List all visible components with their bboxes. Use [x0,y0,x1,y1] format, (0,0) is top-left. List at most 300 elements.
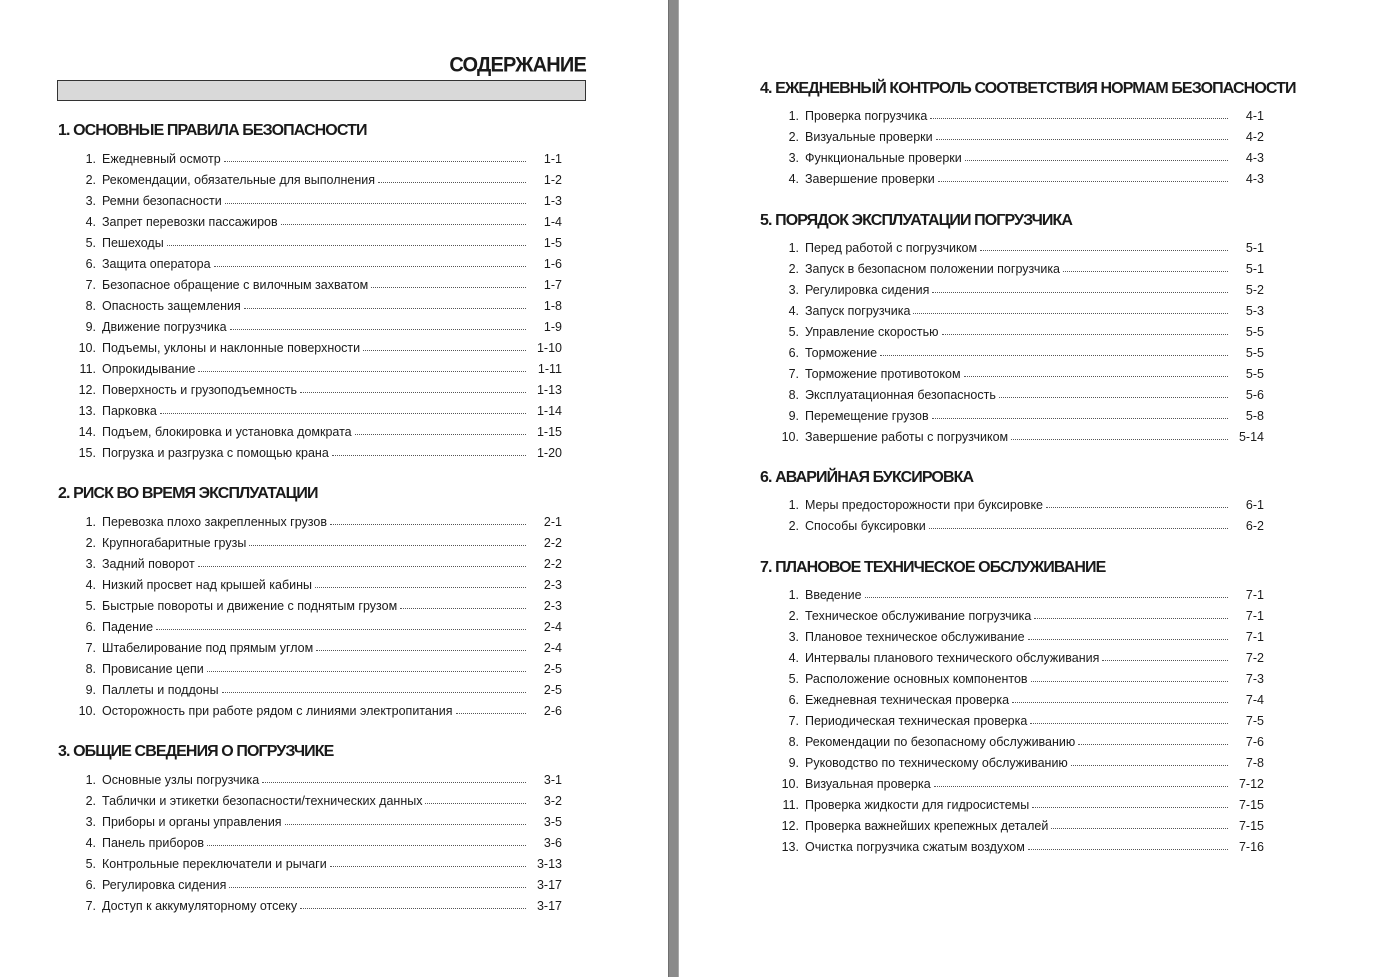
section-heading: 5. ПОРЯДОК ЭКСПЛУАТАЦИИ ПОГРУЗЧИКА [760,212,1073,229]
toc-entry-page: 1-15 [536,425,562,439]
section-heading: 2. РИСК ВО ВРЕМЯ ЭКСПЛУАТАЦИИ [58,485,318,502]
toc-entry-page: 7-1 [1245,609,1264,623]
toc-entry-page: 5-5 [1245,367,1264,381]
toc-entry[interactable] [76,638,562,659]
toc-entry-number: 9. [85,683,96,697]
toc-entry-page: 5-6 [1245,388,1264,402]
toc-entry-label: Руководство по техническому обслуживанию [805,756,1068,770]
toc-entry-label: Перед работой с погрузчиком [805,241,978,255]
toc-entry-number: 9. [788,756,799,770]
dot-leader [1063,271,1228,272]
toc-entry-label: Завершение проверки [805,172,935,186]
dot-leader [224,161,526,162]
toc-entry-label: Периодическая техническая проверка [805,714,1028,728]
toc-entry-label: Падение [102,620,154,634]
toc-entry[interactable] [76,443,562,464]
dot-leader [330,866,526,867]
dot-leader [207,671,526,672]
dot-leader [249,545,526,546]
toc-entry[interactable] [76,317,562,338]
toc-entry-number: 7. [788,367,799,381]
toc-entry[interactable] [778,238,1264,259]
toc-entry-number: 2. [85,173,96,187]
toc-entry-page: 2-5 [543,683,562,697]
toc-entry-label: Штабелирование под прямым углом [102,641,314,655]
toc-entry-number: 2. [788,130,799,144]
toc-entry-page: 5-5 [1245,325,1264,339]
toc-entry[interactable] [778,169,1264,190]
toc-entry-label: Паллеты и поддоны [102,683,219,697]
toc-entry-page: 3-1 [543,773,562,787]
dot-leader [1051,828,1228,829]
toc-entry-label: Низкий просвет над крышей кабины [102,578,312,592]
toc-entry-page: 3-6 [543,836,562,850]
toc-entry-page: 2-2 [543,557,562,571]
dot-leader [300,392,526,393]
toc-entry-label: Визуальная проверка [805,777,931,791]
toc-entry-page: 6-1 [1245,498,1264,512]
toc-entry-page: 2-6 [543,704,562,718]
dot-leader [965,160,1228,161]
toc-entry-page: 1-13 [536,383,562,397]
toc-entry[interactable] [76,833,562,854]
dot-leader [1102,660,1228,661]
toc-entry-label: Ремни безопасности [102,194,222,208]
toc-entry-label: Введение [805,588,862,602]
dot-leader [214,266,526,267]
dot-leader [1071,765,1228,766]
dot-leader [936,139,1228,140]
dot-leader [332,455,526,456]
dot-leader [371,287,526,288]
toc-entry[interactable] [76,896,562,917]
dot-leader [980,250,1228,251]
toc-entry[interactable] [76,701,562,722]
toc-entry-page: 3-2 [543,794,562,808]
toc-entry-page: 1-2 [543,173,562,187]
toc-entry[interactable] [778,648,1264,669]
toc-entry-number: 13. [781,840,799,854]
dot-leader [1028,849,1228,850]
toc-entry[interactable] [778,148,1264,169]
toc-entry-number: 4. [788,304,799,318]
toc-entry[interactable] [76,554,562,575]
toc-entry[interactable] [76,359,562,380]
dot-leader [1034,618,1228,619]
dot-leader [355,434,526,435]
toc-entry-label: Движение погрузчика [102,320,227,334]
dot-leader [938,181,1228,182]
toc-entry[interactable] [76,854,562,875]
dot-leader [378,182,526,183]
toc-entry[interactable] [778,364,1264,385]
toc-entry-number: 3. [788,283,799,297]
toc-entry-page: 1-7 [543,278,562,292]
toc-entry[interactable] [778,795,1264,816]
dot-leader [156,629,526,630]
toc-entry-label: Очистка погрузчика сжатым воздухом [805,840,1025,854]
toc-entry-label: Интервалы планового технического обслуживания [805,651,1100,665]
toc-entry-number: 1. [85,515,96,529]
toc-entry-number: 3. [85,815,96,829]
dot-leader [225,203,526,204]
toc-entry[interactable] [778,837,1264,858]
toc-entry-number: 14. [78,425,96,439]
toc-entry-label: Проверка важнейших крепежных деталей [805,819,1049,833]
toc-entry[interactable] [76,512,562,533]
toc-entry-number: 6. [788,693,799,707]
toc-entry-number: 5. [85,857,96,871]
section-heading: 6. АВАРИЙНАЯ БУКСИРОВКА [760,469,974,486]
toc-entry-label: Запрет перевозки пассажиров [102,215,278,229]
dot-leader [1032,807,1228,808]
dot-leader [913,313,1228,314]
toc-entry-page: 7-12 [1238,777,1264,791]
toc-entry-label: Ежедневный осмотр [102,152,221,166]
toc-entry-number: 2. [85,536,96,550]
toc-entry[interactable] [778,106,1264,127]
toc-entry-page: 2-5 [543,662,562,676]
dot-leader [198,371,526,372]
toc-entry[interactable] [76,533,562,554]
toc-entry-number: 8. [788,735,799,749]
toc-entry-number: 5. [85,236,96,250]
toc-entry-number: 6. [85,878,96,892]
toc-entry-number: 5. [788,672,799,686]
dot-leader [930,118,1228,119]
dot-leader [929,528,1228,529]
dot-leader [880,355,1228,356]
toc-entry-label: Безопасное обращение с вилочным захватом [102,278,369,292]
toc-entry-label: Запуск в безопасном положении погрузчика [805,262,1061,276]
toc-entry[interactable] [76,296,562,317]
toc-entry-page: 1-14 [536,404,562,418]
toc-entry-label: Опасность защемления [102,299,241,313]
toc-entry-page: 5-14 [1238,430,1264,444]
toc-entry-label: Завершение работы с погрузчиком [805,430,1009,444]
toc-entry[interactable] [76,617,562,638]
toc-entry-page: 1-11 [537,362,562,376]
toc-entry-number: 12. [78,383,96,397]
dot-leader [363,350,526,351]
dot-leader [285,824,526,825]
toc-entry[interactable] [778,322,1264,343]
dot-leader [281,224,526,225]
toc-entry-number: 6. [85,620,96,634]
toc-entry[interactable] [778,343,1264,364]
toc-entry-page: 3-17 [536,878,562,892]
toc-entry-page: 3-13 [536,857,562,871]
toc-entry[interactable] [778,627,1264,648]
toc-entry-label: Подъемы, уклоны и наклонные поверхности [102,341,361,355]
dot-leader [999,397,1228,398]
dot-leader [1031,681,1228,682]
section-heading: 1. ОСНОВНЫЕ ПРАВИЛА БЕЗОПАСНОСТИ [58,122,367,139]
toc-entry-number: 9. [788,409,799,423]
dot-leader [865,597,1228,598]
toc-entry-number: 10. [781,430,799,444]
dot-leader [934,786,1228,787]
right-page [678,0,1389,977]
toc-entry[interactable] [76,380,562,401]
toc-entry[interactable] [76,875,562,896]
toc-entry-number: 9. [85,320,96,334]
toc-entry-page: 1-9 [543,320,562,334]
dot-leader [229,887,526,888]
toc-entry[interactable] [778,606,1264,627]
toc-entry-label: Задний поворот [102,557,195,571]
title-bar [57,80,586,101]
toc-entry-number: 10. [78,704,96,718]
toc-entry-page: 3-5 [543,815,562,829]
toc-entry-number: 3. [788,630,799,644]
toc-entry-label: Проверка погрузчика [805,109,928,123]
toc-entry-number: 7. [85,278,96,292]
dot-leader [456,713,526,714]
dot-leader [1078,744,1228,745]
dot-leader [1046,507,1228,508]
toc-entry-page: 7-8 [1245,756,1264,770]
dot-leader [400,608,526,609]
toc-entry[interactable] [76,680,562,701]
toc-entry-label: Подъем, блокировка и установка домкрата [102,425,352,439]
toc-entry-page: 2-2 [543,536,562,550]
toc-entry-label: Способы буксировки [805,519,926,533]
toc-entry[interactable] [76,659,562,680]
toc-entry-page: 1-8 [543,299,562,313]
toc-entry[interactable] [76,254,562,275]
toc-entry-label: Осторожность при работе рядом с линиями электропитания [102,704,453,718]
toc-entry[interactable] [76,338,562,359]
toc-entry-page: 7-2 [1245,651,1264,665]
toc-entry[interactable] [778,495,1264,516]
page-title: СОДЕРЖАНИЕ [449,53,586,77]
toc-entry[interactable] [76,401,562,422]
toc-entry-label: Погрузка и разгрузка с помощью крана [102,446,329,460]
toc-entry-number: 10. [78,341,96,355]
toc-entry-label: Плановое техническое обслуживание [805,630,1025,644]
toc-entry-page: 4-1 [1245,109,1264,123]
toc-entry-number: 8. [788,388,799,402]
toc-entry-label: Меры предосторожности при буксировке [805,498,1044,512]
toc-entry-label: Парковка [102,404,157,418]
toc-entry-label: Таблички и этикетки безопасности/технических данных [102,794,423,808]
toc-entry-page: 7-15 [1238,798,1264,812]
toc-entry[interactable] [76,191,562,212]
toc-entry-page: 1-1 [543,152,562,166]
dot-leader [942,334,1228,335]
toc-entry-page: 5-2 [1245,283,1264,297]
toc-entry-label: Управление скоростью [805,325,939,339]
dot-leader [316,650,526,651]
toc-entry-number: 12. [781,819,799,833]
section-heading: 7. ПЛАНОВОЕ ТЕХНИЧЕСКОЕ ОБСЛУЖИВАНИЕ [760,559,1106,576]
toc-entry[interactable] [76,212,562,233]
toc-entry-page: 1-20 [536,446,562,460]
toc-entry-label: Быстрые повороты и движение с поднятым грузом [102,599,398,613]
toc-entry-number: 13. [78,404,96,418]
toc-entry[interactable] [778,585,1264,606]
toc-entry-label: Рекомендации, обязательные для выполнения [102,173,376,187]
toc-entry-number: 7. [85,641,96,655]
dot-leader [1011,439,1228,440]
toc-entry-page: 7-1 [1245,630,1264,644]
toc-entry[interactable] [778,753,1264,774]
toc-entry-number: 2. [788,262,799,276]
toc-entry[interactable] [778,732,1264,753]
section-heading: 3. ОБЩИЕ СВЕДЕНИЯ О ПОГРУЗЧИКЕ [58,743,334,760]
toc-entry-page: 7-4 [1245,693,1264,707]
dot-leader [160,413,526,414]
toc-entry-page: 2-4 [543,641,562,655]
toc-entry-label: Проверка жидкости для гидросистемы [805,798,1030,812]
toc-entry-number: 1. [85,773,96,787]
toc-entry[interactable] [778,259,1264,280]
toc-entry-number: 4. [788,651,799,665]
toc-entry[interactable] [76,149,562,170]
toc-entry-page: 5-5 [1245,346,1264,360]
toc-entry[interactable] [778,427,1264,448]
toc-entry-label: Провисание цепи [102,662,204,676]
dot-leader [1012,702,1228,703]
dot-leader [315,587,526,588]
dot-leader [932,418,1228,419]
toc-entry-number: 1. [788,241,799,255]
toc-entry-label: Функциональные проверки [805,151,962,165]
toc-entry-page: 6-2 [1245,519,1264,533]
toc-entry-label: Торможение противотоком [805,367,961,381]
toc-entry-label: Защита оператора [102,257,211,271]
toc-entry[interactable] [778,816,1264,837]
toc-entry-label: Запуск погрузчика [805,304,911,318]
dot-leader [425,803,526,804]
toc-entry-label: Пешеходы [102,236,164,250]
toc-entry-label: Расположение основных компонентов [805,672,1028,686]
toc-entry-label: Доступ к аккумуляторному отсеку [102,899,298,913]
toc-entry-number: 1. [788,109,799,123]
toc-entry[interactable] [778,280,1264,301]
dot-leader [230,329,526,330]
toc-entry-label: Перевозка плохо закрепленных грузов [102,515,327,529]
toc-entry[interactable] [76,575,562,596]
toc-entry[interactable] [778,690,1264,711]
toc-entry-number: 3. [85,194,96,208]
toc-entry-page: 4-3 [1245,172,1264,186]
toc-entry-page: 2-4 [543,620,562,634]
section-heading: 4. ЕЖЕДНЕВНЫЙ КОНТРОЛЬ СООТВЕТСТВИЯ НОРМАМ БЕЗОПАСНОСТИ [760,80,1296,97]
toc-entry[interactable] [778,301,1264,322]
toc-entry-number: 1. [85,152,96,166]
toc-entry[interactable] [778,711,1264,732]
toc-entry[interactable] [778,385,1264,406]
toc-entry[interactable] [778,774,1264,795]
toc-entry-label: Перемещение грузов [805,409,929,423]
dot-leader [932,292,1228,293]
toc-entry-number: 11. [782,798,799,812]
toc-entry-label: Поверхность и грузоподъемность [102,383,298,397]
toc-entry-page: 1-4 [543,215,562,229]
toc-entry-label: Основные узлы погрузчика [102,773,260,787]
dot-leader [198,566,526,567]
toc-entry-number: 3. [85,557,96,571]
toc-entry-number: 10. [781,777,799,791]
toc-entry-label: Регулировка сидения [102,878,227,892]
toc-entry-label: Эксплуатационная безопасность [805,388,996,402]
toc-entry-page: 7-16 [1238,840,1264,854]
toc-entry-number: 11. [79,362,96,376]
dot-leader [300,908,526,909]
toc-entry-number: 8. [85,299,96,313]
toc-entry-page: 1-5 [543,236,562,250]
toc-entry-page: 2-3 [543,599,562,613]
left-page [0,0,668,977]
toc-entry[interactable] [76,596,562,617]
toc-entry[interactable] [76,275,562,296]
toc-entry[interactable] [778,516,1264,537]
toc-entry-page: 5-8 [1245,409,1264,423]
dot-leader [1030,723,1228,724]
toc-entry-page: 5-1 [1245,241,1264,255]
dot-leader [222,692,526,693]
toc-entry-page: 5-3 [1245,304,1264,318]
toc-entry-number: 2. [788,519,799,533]
toc-entry[interactable] [76,422,562,443]
toc-entry-number: 15. [78,446,96,460]
toc-entry-number: 1. [788,588,799,602]
dot-leader [330,524,526,525]
toc-entry-page: 1-3 [543,194,562,208]
toc-entry-label: Панель приборов [102,836,205,850]
toc-entry-label: Контрольные переключатели и рычаги [102,857,327,871]
toc-entry[interactable] [778,669,1264,690]
toc-entry-page: 4-2 [1245,130,1264,144]
toc-entry-label: Визуальные проверки [805,130,933,144]
toc-entry-page: 7-1 [1245,588,1264,602]
toc-entry-label: Техническое обслуживание погрузчика [805,609,1032,623]
dot-leader [1028,639,1228,640]
toc-entry-number: 3. [788,151,799,165]
toc-entry[interactable] [778,127,1264,148]
toc-entry-number: 8. [85,662,96,676]
toc-entry-page: 1-10 [536,341,562,355]
dot-leader [964,376,1228,377]
toc-entry-page: 5-1 [1245,262,1264,276]
toc-entry-number: 7. [85,899,96,913]
toc-entry[interactable] [76,812,562,833]
toc-entry-page: 2-3 [543,578,562,592]
toc-entry[interactable] [76,770,562,791]
toc-entry[interactable] [778,406,1264,427]
toc-entry-number: 4. [85,215,96,229]
toc-entry[interactable] [76,791,562,812]
toc-entry-number: 5. [788,325,799,339]
dot-leader [262,782,526,783]
toc-entry-number: 6. [788,346,799,360]
toc-entry-page: 2-1 [543,515,562,529]
toc-entry-page: 7-5 [1245,714,1264,728]
toc-entry[interactable] [76,233,562,254]
toc-entry-number: 7. [788,714,799,728]
toc-entry-page: 3-17 [536,899,562,913]
toc-entry-page: 7-3 [1245,672,1264,686]
toc-entry-page: 7-15 [1238,819,1264,833]
toc-entry-page: 4-3 [1245,151,1264,165]
dot-leader [167,245,526,246]
toc-entry-number: 6. [85,257,96,271]
toc-entry[interactable] [76,170,562,191]
toc-entry-label: Торможение [805,346,878,360]
toc-entry-label: Приборы и органы управления [102,815,282,829]
